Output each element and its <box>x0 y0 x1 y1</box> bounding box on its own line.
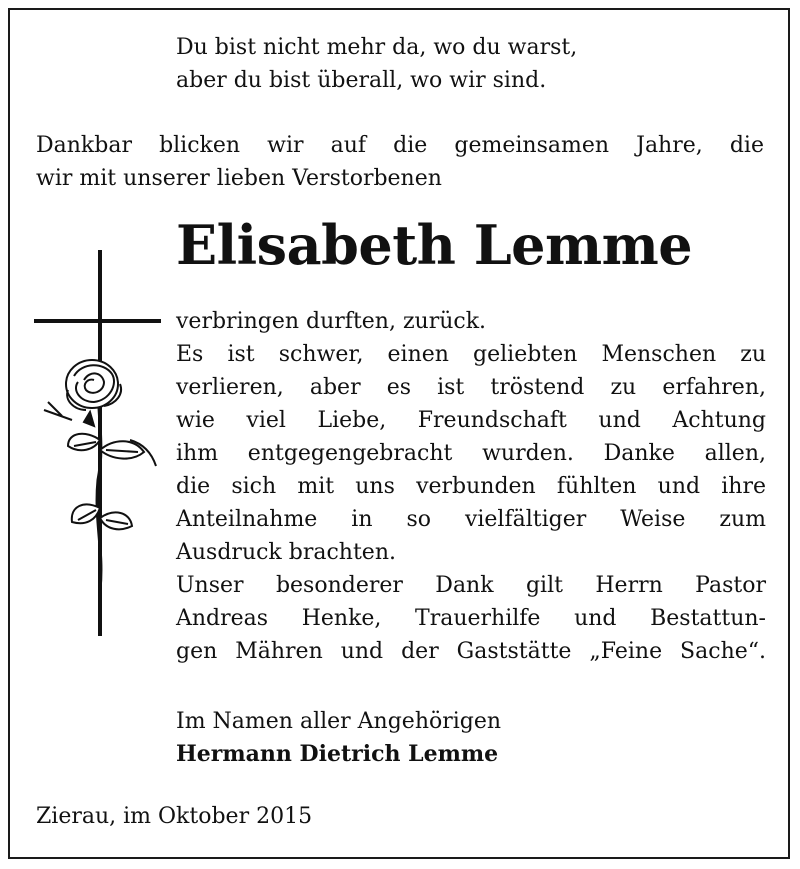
signature <box>176 705 501 771</box>
body-line: Unser besonderer Dank gilt Herrn Pastor <box>176 573 766 598</box>
body-line: Anteilnahme in so vielfältiger Weise zum <box>176 507 766 532</box>
motto-line: aber du bist überall, wo wir sind. <box>176 68 547 93</box>
body-line: Es ist schwer, einen geliebten Menschen zu <box>176 342 766 367</box>
motto-line: Du bist nicht mehr da, wo du warst, <box>176 35 578 60</box>
body-text <box>176 305 766 668</box>
motto <box>176 31 577 97</box>
thanks-line: Dankbar blicken wir auf die gemeinsamen Jahre, die <box>36 133 764 158</box>
body-line: verbringen durften, zurück. <box>176 309 487 334</box>
place-date: Zierau, im Oktober 2015 <box>36 804 313 829</box>
body-line: Andreas Henke, Trauerhilfe und Bestattun- <box>176 606 766 631</box>
signature-intro: Im Namen aller Angehörigen <box>176 709 502 734</box>
deceased-name: Elisabeth Lemme <box>176 213 693 277</box>
rose-icon <box>44 360 156 590</box>
thanks-line: wir mit unserer lieben Verstorbenen <box>36 166 442 191</box>
body-line: Ausdruck brachten. <box>176 540 396 565</box>
body-line: wie viel Liebe, Freundschaft und Achtung <box>176 408 766 433</box>
body-line: die sich mit uns verbunden fühlten und ihre <box>176 474 766 499</box>
body-line: verlieren, aber es ist tröstend zu erfahren, <box>176 375 766 400</box>
signature-name: Hermann Dietrich Lemme <box>176 741 499 767</box>
body-line: ihm entgegengebracht wurden. Danke allen, <box>176 441 766 466</box>
body-line: gen Mähren und der Gaststätte „Feine Sache“. <box>176 639 766 664</box>
cross-icon <box>34 250 164 642</box>
